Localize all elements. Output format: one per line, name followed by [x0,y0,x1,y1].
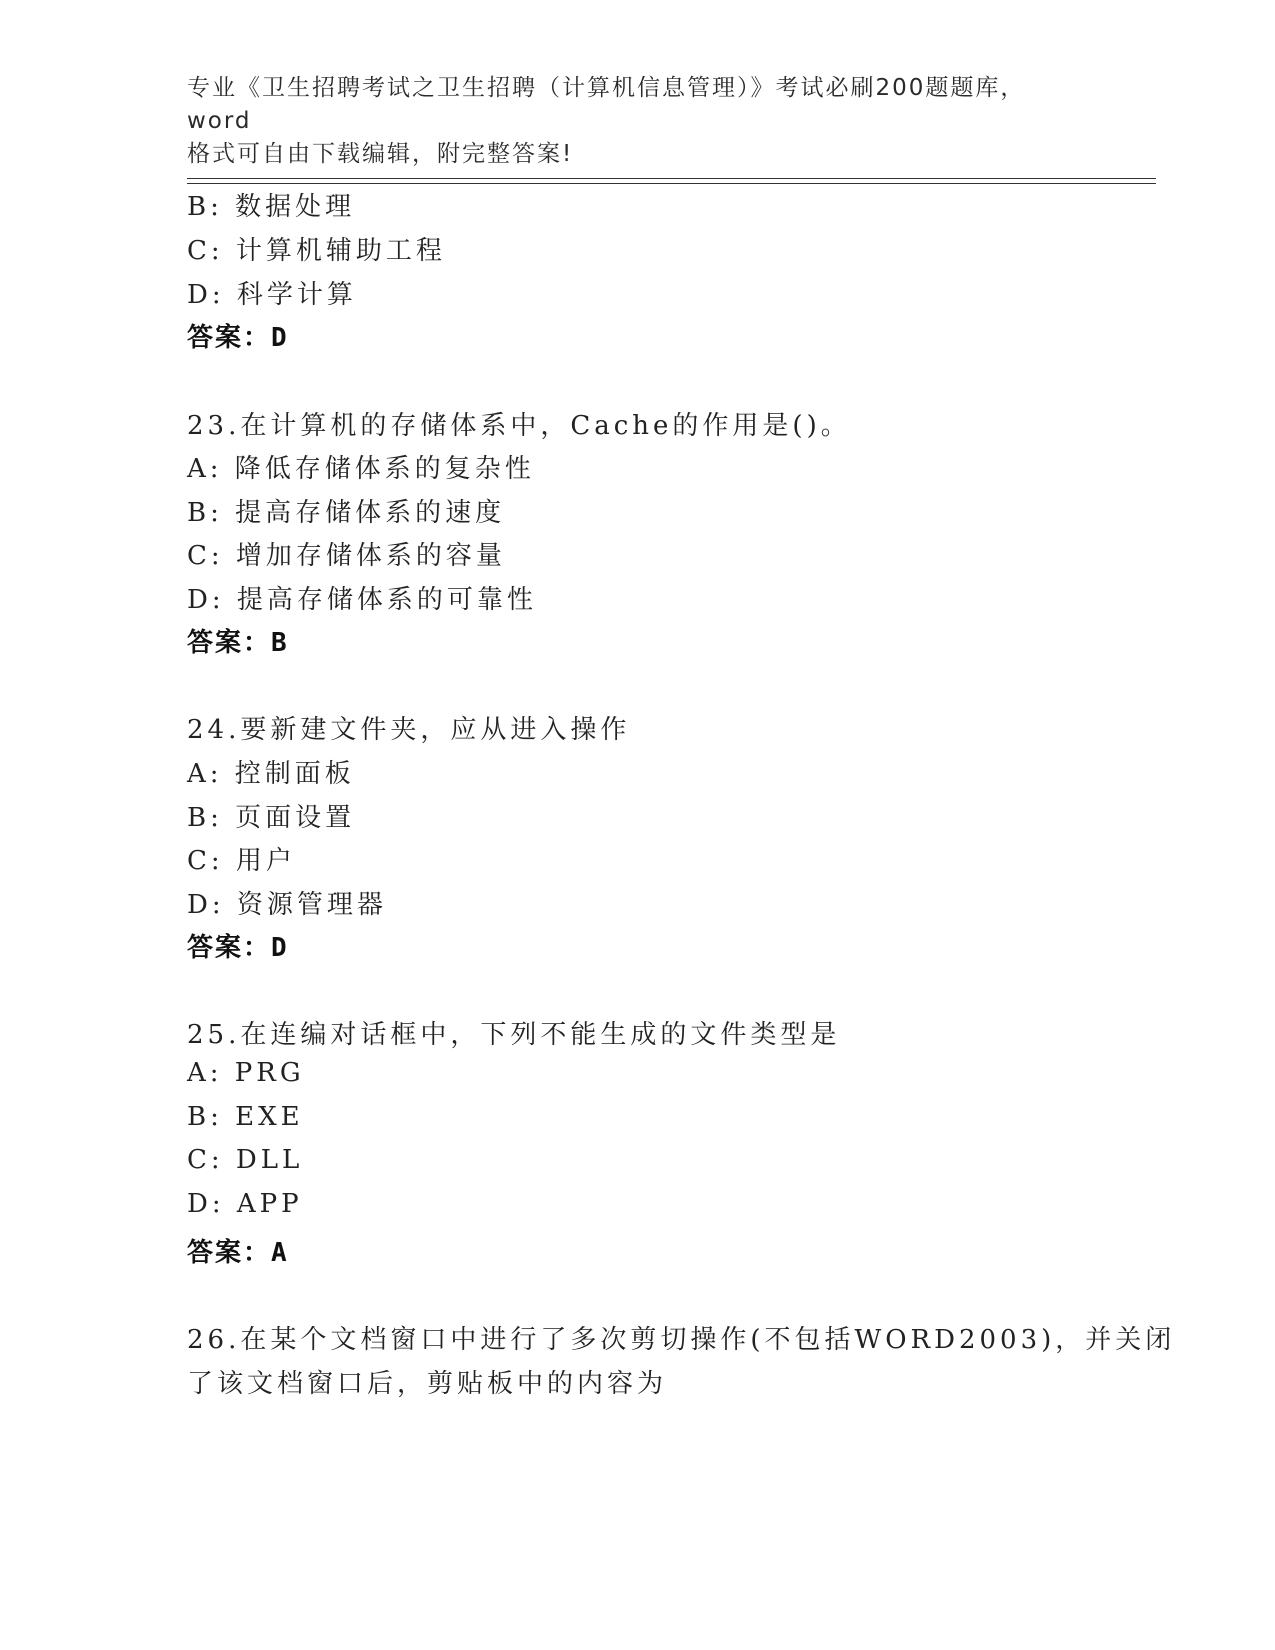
option-c: C: 计算机辅助工程 [187,236,446,266]
question-26-line-1: 26.在某个文档窗口中进行了多次剪切操作(不包括WORD2003)，并关闭 [187,1325,1176,1355]
option-b: B: EXE [187,1102,304,1132]
answer-value: D [271,323,289,353]
option-a: A: PRG [187,1058,305,1088]
option-a: A: 控制面板 [187,759,355,789]
answer-value: D [271,933,289,963]
option-c: C: 增加存储体系的容量 [187,541,506,571]
option-b: B: 页面设置 [187,803,356,833]
option-d: D: 资源管理器 [187,890,387,920]
question-25: 25.在连编对话框中，下列不能生成的文件类型是 [187,1020,841,1050]
answer-value: A [271,1238,289,1268]
question-23: 23.在计算机的存储体系中，Cache的作用是()。 [187,411,851,441]
answer-line [187,927,289,964]
answer-label: 答案： [187,323,272,353]
header-line-2: 格式可自由下载编辑，附完整答案! [187,141,574,167]
answer-label: 答案： [187,628,272,658]
option-c: C: DLL [187,1145,304,1175]
answer-line [187,622,289,659]
header-divider-top [187,178,1156,179]
answer-label: 答案： [187,933,272,963]
answer-value: B [271,628,289,658]
option-a: A: 降低存储体系的复杂性 [187,454,535,484]
option-d: D: 科学计算 [187,280,357,310]
header-line-1: 专业《卫生招聘考试之卫生招聘（计算机信息管理）》考试必刷200题题库，word [187,75,1026,134]
option-c: C: 用户 [187,846,296,876]
option-d: D: 提高存储体系的可靠性 [187,585,537,615]
answer-label: 答案： [187,1238,272,1268]
option-d: D: APP [187,1189,303,1219]
question-24: 24.要新建文件夹，应从进入操作 [187,715,631,745]
answer-line [187,317,289,354]
page-header [187,72,1087,171]
option-b: B: 数据处理 [187,192,356,222]
question-26-line-2: 了该文档窗口后，剪贴板中的内容为 [187,1369,668,1399]
option-b: B: 提高存储体系的速度 [187,498,506,528]
header-divider-bottom [187,183,1156,184]
answer-line [187,1232,289,1269]
